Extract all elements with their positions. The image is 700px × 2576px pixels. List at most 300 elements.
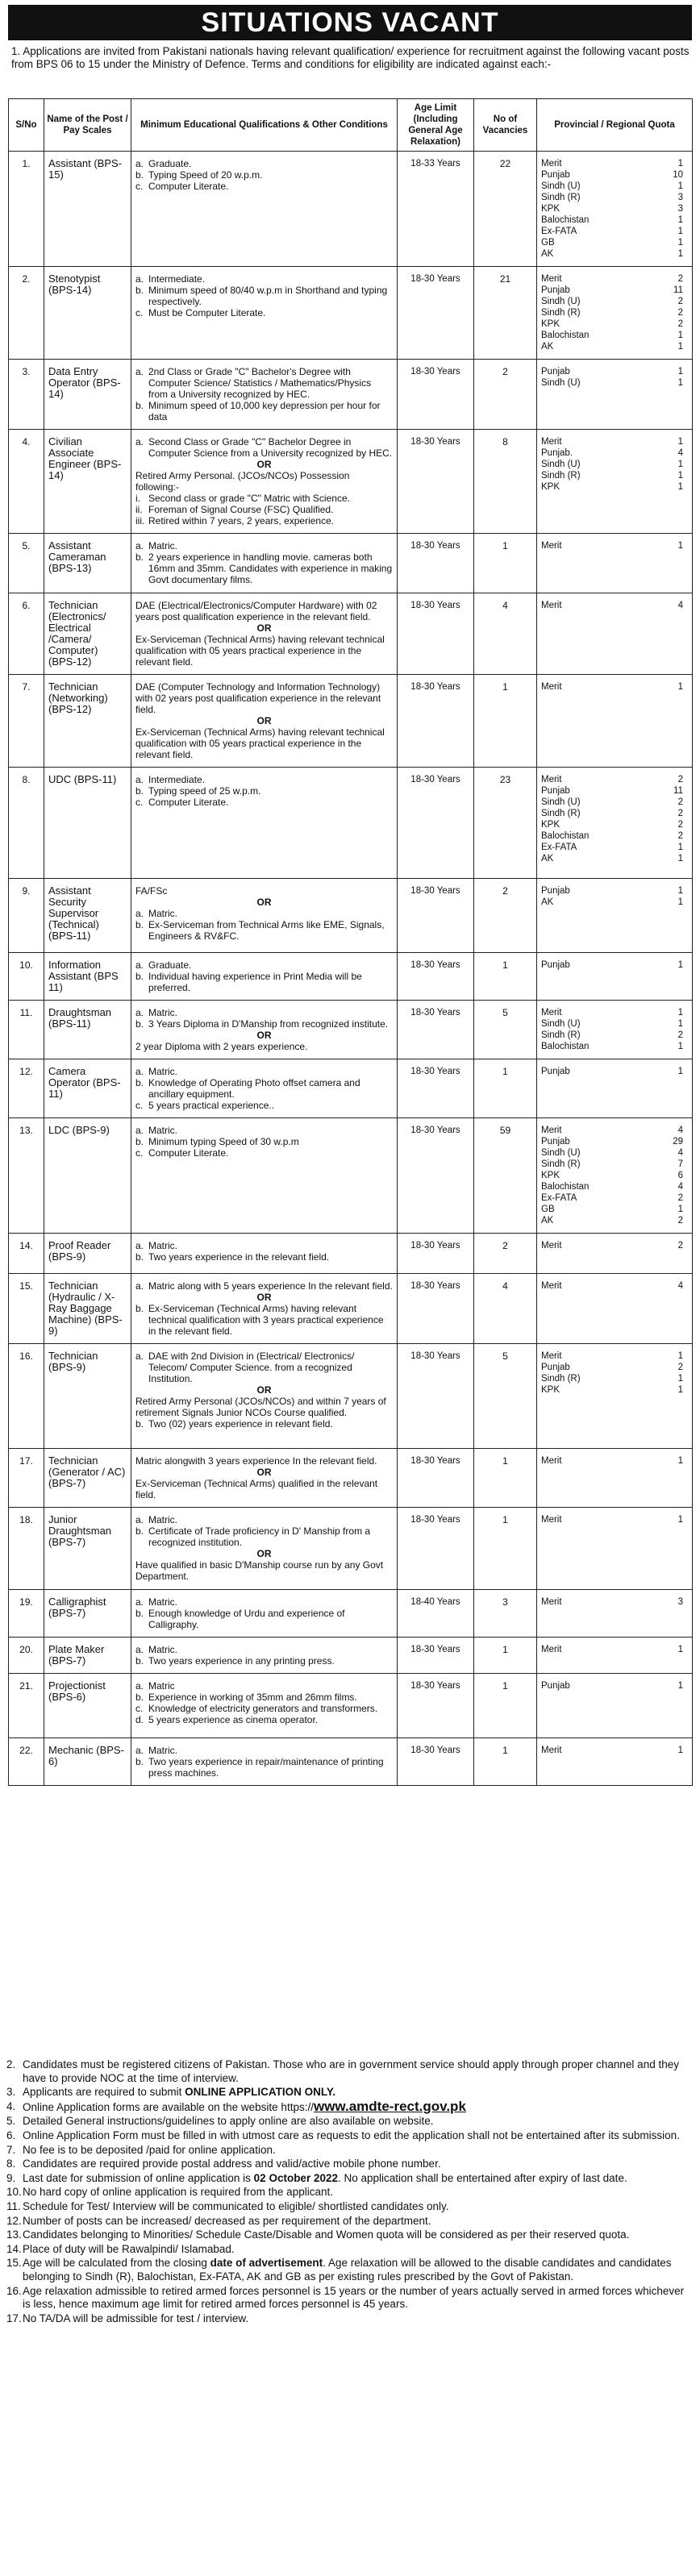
qualification-text: Foreman of Signal Course (FSC) Qualified. xyxy=(148,504,334,515)
qualification-marker: a. xyxy=(135,1745,144,1756)
quota-value: 1 xyxy=(677,437,683,447)
quota-entry xyxy=(541,842,688,853)
quota-cell xyxy=(537,768,693,879)
quota-entry xyxy=(541,1455,688,1467)
vacancy-count: 4 xyxy=(474,593,537,675)
qualification-marker: b. xyxy=(135,285,144,296)
qualification-text: Ex-Serviceman from Technical Arms like EME, Signals, Engineers & RV&FC. xyxy=(148,919,385,942)
quota-entry xyxy=(541,808,688,819)
qualification-cell xyxy=(131,430,398,534)
qualification-item xyxy=(135,785,393,797)
table-row xyxy=(9,675,693,768)
age-limit: 18-30 Years xyxy=(398,1059,474,1118)
qualification-item xyxy=(135,540,393,551)
quota-cell xyxy=(537,1638,693,1674)
quota-cell xyxy=(537,1590,693,1638)
note-text: Online Application forms are available on the website https://www.amdte-rect.gov.pk xyxy=(23,2098,466,2114)
qualification-text: Matric xyxy=(148,1680,175,1692)
qualification-item xyxy=(135,797,393,808)
qualification-text: Matric. xyxy=(148,1066,177,1077)
qualification-marker: d. xyxy=(135,1714,144,1725)
quota-value: 1 xyxy=(677,854,683,864)
quota-cell xyxy=(537,1344,693,1449)
quota-entry xyxy=(541,1147,688,1159)
vacancy-count: 2 xyxy=(474,1234,537,1274)
note-number: 17. xyxy=(6,2312,22,2324)
quota-region: AK xyxy=(541,897,554,907)
quota-value: 1 xyxy=(677,238,683,248)
note-text: No fee is to be deposited /paid for online application. xyxy=(23,2143,276,2156)
qualification-text: Intermediate. xyxy=(148,273,206,285)
quota-entry xyxy=(541,436,688,447)
qualification-text: Certificate of Trade proficiency in D' Manship from a recognized institution. xyxy=(148,1525,371,1548)
vacancy-count: 1 xyxy=(474,1449,537,1508)
qualification-item xyxy=(135,1514,393,1525)
qualification-marker: b. xyxy=(135,919,144,930)
quota-value: 4 xyxy=(677,601,683,610)
quota-region: Merit xyxy=(541,775,562,784)
vacancy-count: 2 xyxy=(474,879,537,953)
quota-region: Punjab xyxy=(541,1067,570,1076)
note-item xyxy=(6,2158,694,2171)
post-name: Proof Reader (BPS-9) xyxy=(44,1234,131,1274)
note-text: Online Application Form must be filled in with utmost care as requests to edit the application shall not be entertained after its submission. xyxy=(23,2129,680,2141)
quota-value: 4 xyxy=(677,1126,683,1135)
qualification-text: Second Class or Grade "C" Bachelor Degree in Computer Science from a University recognized by HEC. xyxy=(148,436,393,459)
vacancy-count: 1 xyxy=(474,1738,537,1786)
quota-value: 2 xyxy=(677,308,683,318)
quota-region: AK xyxy=(541,342,554,352)
quota-entry xyxy=(541,785,688,797)
qualification-marker: a. xyxy=(135,1066,144,1077)
quota-region: Sindh (R) xyxy=(541,1374,581,1384)
vacancy-count: 1 xyxy=(474,1059,537,1118)
qualification-cell xyxy=(131,267,398,360)
quota-region: Balochistan xyxy=(541,831,590,841)
age-limit: 18-30 Years xyxy=(398,675,474,768)
qualification-text: Ex-Serviceman (Technical Arms) qualified in the relevant field. xyxy=(135,1478,378,1500)
qualification-marker: b. xyxy=(135,1077,144,1088)
table-header-row xyxy=(9,99,693,152)
quota-entry xyxy=(541,318,688,330)
note-number: 9. xyxy=(6,2171,16,2184)
age-limit: 18-30 Years xyxy=(398,267,474,360)
table-row xyxy=(9,430,693,534)
qualification-item xyxy=(135,1251,393,1263)
quota-value: 1 xyxy=(677,1515,683,1525)
post-name: Plate Maker (BPS-7) xyxy=(44,1638,131,1674)
qualification-text: Knowledge of Operating Photo offset camera and ancillary equipment. xyxy=(148,1077,360,1100)
note-item xyxy=(6,2058,694,2085)
note-number: 10. xyxy=(6,2186,22,2199)
note-number: 14. xyxy=(6,2242,22,2255)
table-row xyxy=(9,1118,693,1234)
qualification-text: Retired within 7 years, 2 years, experience. xyxy=(148,515,335,526)
quota-region: Merit xyxy=(541,1126,562,1135)
age-limit: 18-30 Years xyxy=(398,953,474,1001)
qualification-marker: c. xyxy=(135,1100,144,1111)
quota-cell xyxy=(537,1674,693,1738)
header-post: Name of the Post / Pay Scales xyxy=(44,99,131,152)
quota-region: KPK xyxy=(541,204,560,214)
or-separator: OR xyxy=(256,1467,272,1478)
vacancy-count: 1 xyxy=(474,1674,537,1738)
quota-entry xyxy=(541,377,688,389)
quota-value: 3 xyxy=(677,193,683,202)
quota-region: Sindh (R) xyxy=(541,809,581,818)
row-number: 2. xyxy=(9,267,44,360)
quota-value: 2 xyxy=(677,1193,683,1203)
qualification-text: Matric alongwith 3 years experience In the relevant field. xyxy=(135,1455,377,1467)
qualification-cell xyxy=(131,1059,398,1118)
quota-entry xyxy=(541,853,688,864)
qualification-marker: b. xyxy=(135,400,144,411)
age-limit: 18-30 Years xyxy=(398,1234,474,1274)
qualification-marker: b. xyxy=(135,1655,144,1667)
or-separator: OR xyxy=(256,1292,272,1303)
quota-entry xyxy=(541,1125,688,1136)
table-row xyxy=(9,1674,693,1738)
quota-value: 2 xyxy=(677,797,683,807)
age-limit: 18-33 Years xyxy=(398,152,474,267)
quota-region: KPK xyxy=(541,820,560,830)
quota-value: 4 xyxy=(677,448,683,458)
table-row xyxy=(9,534,693,593)
quota-entry xyxy=(541,774,688,785)
table-row xyxy=(9,1234,693,1274)
quota-entry xyxy=(541,897,688,908)
quota-entry xyxy=(541,1596,688,1608)
row-number: 22. xyxy=(9,1738,44,1786)
qualification-text: Experience in working of 35mm and 26mm films. xyxy=(148,1692,357,1703)
quota-region: Balochistan xyxy=(541,331,590,340)
qualification-marker: a. xyxy=(135,273,144,285)
note-number: 5. xyxy=(6,2115,16,2128)
quota-region: AK xyxy=(541,854,554,864)
advertisement-banner: SITUATIONS VACANT xyxy=(8,5,692,40)
qualification-marker: b. xyxy=(135,785,144,797)
qualification-marker: a. xyxy=(135,1240,144,1251)
vacancy-count: 1 xyxy=(474,675,537,768)
quota-entry xyxy=(541,1007,688,1018)
vacancy-count: 4 xyxy=(474,1274,537,1344)
qualification-item xyxy=(135,1100,393,1111)
quota-value: 1 xyxy=(677,471,683,481)
quota-entry xyxy=(541,1181,688,1192)
post-name: Technician (Electronics/ Electrical /Camera/ Computer) (BPS-12) xyxy=(44,593,131,675)
qualification-marker: a. xyxy=(135,1680,144,1692)
quota-region: Punjab xyxy=(541,786,570,796)
quota-entry xyxy=(541,1170,688,1181)
qualification-text: Matric. xyxy=(148,1514,177,1525)
post-name: Assistant Cameraman (BPS-13) xyxy=(44,534,131,593)
vacancy-count: 59 xyxy=(474,1118,537,1234)
row-number: 7. xyxy=(9,675,44,768)
quota-value: 1 xyxy=(677,331,683,340)
row-number: 1. xyxy=(9,152,44,267)
note-item xyxy=(6,2215,694,2229)
quota-value: 2 xyxy=(677,820,683,830)
table-row xyxy=(9,879,693,953)
note-item xyxy=(6,2312,694,2326)
quota-value: 1 xyxy=(677,227,683,236)
qualification-text: Minimum speed of 80/40 w.p.m in Shorthand and typing respectively. xyxy=(148,285,388,307)
quota-cell xyxy=(537,953,693,1001)
post-name: Projectionist (BPS-6) xyxy=(44,1674,131,1738)
quota-region: Sindh (U) xyxy=(541,181,581,191)
quota-value: 7 xyxy=(677,1159,683,1169)
quota-region: Ex-FATA xyxy=(541,1193,577,1203)
qualification-marker: a. xyxy=(135,959,144,971)
note-item xyxy=(6,2200,694,2214)
qualification-item xyxy=(135,1018,393,1030)
vacancy-count: 1 xyxy=(474,1638,537,1674)
qualification-cell xyxy=(131,953,398,1001)
quota-cell xyxy=(537,675,693,768)
quota-entry xyxy=(541,341,688,352)
qualification-marker: c. xyxy=(135,181,144,192)
post-name: Calligraphist (BPS-7) xyxy=(44,1590,131,1638)
table-row xyxy=(9,1344,693,1449)
quota-entry xyxy=(541,1159,688,1170)
qualification-text: DAE (Computer Technology and Information Technology) with 02 years post qualification experience in the relevant field. xyxy=(135,681,381,715)
qualification-item xyxy=(135,1280,393,1292)
vacancy-count: 2 xyxy=(474,360,537,430)
post-name: LDC (BPS-9) xyxy=(44,1118,131,1234)
qualification-marker: a. xyxy=(135,908,144,919)
quota-value: 2 xyxy=(677,831,683,841)
age-limit: 18-30 Years xyxy=(398,1674,474,1738)
quota-value: 1 xyxy=(677,843,683,852)
quota-entry xyxy=(541,1204,688,1215)
qualification-item xyxy=(135,1680,393,1692)
quota-value: 2 xyxy=(677,319,683,329)
note-text: Applicants are required to submit ONLINE APPLICATION ONLY. xyxy=(23,2086,336,2099)
note-number: 2. xyxy=(6,2058,16,2070)
quota-entry xyxy=(541,285,688,296)
quota-region: Punjab. xyxy=(541,448,573,458)
qualification-item xyxy=(135,1125,393,1136)
note-text: Last date for submission of online application is 02 October 2022. No application shall be entertained after expiry of last date. xyxy=(23,2171,627,2184)
age-limit: 18-30 Years xyxy=(398,534,474,593)
note-number: 12. xyxy=(6,2214,22,2227)
qualification-cell xyxy=(131,768,398,879)
quota-value: 1 xyxy=(677,460,683,469)
quota-value: 11 xyxy=(673,786,683,796)
quota-value: 2 xyxy=(677,775,683,784)
vacancy-count: 23 xyxy=(474,768,537,879)
quota-value: 1 xyxy=(677,1067,683,1076)
qualification-text: Two (02) years experience in relevant field. xyxy=(148,1418,333,1429)
age-limit: 18-30 Years xyxy=(398,360,474,430)
quota-entry xyxy=(541,819,688,830)
quota-region: Merit xyxy=(541,601,562,610)
quota-region: AK xyxy=(541,249,554,259)
quota-region: Sindh (R) xyxy=(541,471,581,481)
qualification-cell xyxy=(131,675,398,768)
quota-region: Sindh (U) xyxy=(541,1148,581,1158)
quota-region: Sindh (R) xyxy=(541,1030,581,1040)
header-qualification: Minimum Educational Qualifications & Other Conditions xyxy=(131,99,398,152)
quota-entry xyxy=(541,181,688,192)
note-text: Age relaxation admissible to retired armed forces personnel is 15 years or the number of years actually served in armed forces whichever is less, hence maximum age limit for retired armed forces personnel is 45 years. xyxy=(23,2284,685,2311)
qualification-item xyxy=(135,285,393,307)
note-item xyxy=(6,2186,694,2199)
website-link[interactable]: www.amdte-rect.gov.pk xyxy=(313,2098,466,2114)
quota-value: 10 xyxy=(673,170,683,180)
quota-region: KPK xyxy=(541,482,560,492)
table-row xyxy=(9,1590,693,1638)
age-limit: 18-30 Years xyxy=(398,768,474,879)
quota-entry xyxy=(541,797,688,808)
vacancy-count: 3 xyxy=(474,1590,537,1638)
quota-entry xyxy=(541,447,688,459)
qualification-item xyxy=(135,1692,393,1703)
quota-entry xyxy=(541,1384,688,1396)
quota-entry xyxy=(541,169,688,181)
quota-entry xyxy=(541,1192,688,1204)
post-name: Data Entry Operator (BPS-14) xyxy=(44,360,131,430)
quota-entry xyxy=(541,203,688,214)
quota-value: 1 xyxy=(677,1385,683,1395)
row-number: 21. xyxy=(9,1674,44,1738)
quota-value: 1 xyxy=(677,1456,683,1466)
quota-value: 2 xyxy=(677,1030,683,1040)
qualification-item xyxy=(135,1703,393,1714)
age-limit: 18-30 Years xyxy=(398,593,474,675)
table-row xyxy=(9,1738,693,1786)
qualification-text: Computer Literate. xyxy=(148,1147,229,1159)
qualification-item xyxy=(135,504,393,515)
table-row xyxy=(9,267,693,360)
quota-value: 1 xyxy=(677,897,683,907)
age-limit: 18-30 Years xyxy=(398,1001,474,1059)
vacancy-count: 1 xyxy=(474,534,537,593)
table-row xyxy=(9,953,693,1001)
qualification-marker: b. xyxy=(135,1303,144,1314)
quota-value: 1 xyxy=(677,1042,683,1051)
quota-entry xyxy=(541,273,688,285)
note-item xyxy=(6,2100,694,2115)
quota-value: 1 xyxy=(677,378,683,388)
table-row xyxy=(9,152,693,267)
quota-region: Punjab xyxy=(541,960,570,970)
post-name: UDC (BPS-11) xyxy=(44,768,131,879)
qualification-text: Two years experience in any printing press. xyxy=(148,1655,335,1667)
quota-region: Sindh (U) xyxy=(541,1019,581,1029)
row-number: 14. xyxy=(9,1234,44,1274)
row-number: 18. xyxy=(9,1508,44,1590)
qualification-text: Knowledge of electricity generators and transformers. xyxy=(148,1703,378,1714)
qualification-text: Second class or grade "C" Matric with Science. xyxy=(148,493,350,504)
qualification-item xyxy=(135,959,393,971)
qualification-marker: a. xyxy=(135,1596,144,1608)
quota-region: Merit xyxy=(541,1008,562,1017)
quota-value: 1 xyxy=(677,1681,683,1691)
vacancy-count: 8 xyxy=(474,430,537,534)
quota-entry xyxy=(541,1215,688,1226)
quota-value: 1 xyxy=(677,367,683,377)
qualification-item xyxy=(135,1745,393,1756)
notes-list xyxy=(6,2058,694,2326)
row-number: 8. xyxy=(9,768,44,879)
quota-entry xyxy=(541,1018,688,1030)
qualification-marker: a. xyxy=(135,1280,144,1292)
note-number: 3. xyxy=(6,2086,16,2099)
quota-cell xyxy=(537,1234,693,1274)
note-emphasis: date of advertisement xyxy=(210,2257,323,2270)
age-limit: 18-30 Years xyxy=(398,1508,474,1590)
qualification-item xyxy=(135,400,393,422)
quota-cell xyxy=(537,1059,693,1118)
vacancy-count: 5 xyxy=(474,1344,537,1449)
quota-value: 1 xyxy=(677,482,683,492)
qualification-text: Matric. xyxy=(148,908,177,919)
qualification-text: Minimum speed of 10,000 key depression per hour for data xyxy=(148,400,381,422)
quota-entry xyxy=(541,959,688,971)
quota-region: Sindh (R) xyxy=(541,193,581,202)
note-item xyxy=(6,2086,694,2100)
qualification-text: Matric. xyxy=(148,1125,177,1136)
qualification-marker: b. xyxy=(135,1136,144,1147)
note-number: 16. xyxy=(6,2284,22,2297)
note-text: Candidates are required provide postal address and valid/active mobile phone number. xyxy=(23,2158,441,2170)
qualification-text: FA/FSc xyxy=(135,885,168,897)
row-number: 17. xyxy=(9,1449,44,1508)
qualification-marker: c. xyxy=(135,307,144,318)
quota-value: 4 xyxy=(677,1148,683,1158)
qualification-text: Matric. xyxy=(148,1240,177,1251)
quota-value: 2 xyxy=(677,1363,683,1372)
age-limit: 18-30 Years xyxy=(398,1118,474,1234)
qualification-cell xyxy=(131,360,398,430)
note-text: Place of duty will be Rawalpindi/ Islamabad. xyxy=(23,2242,235,2255)
quota-cell xyxy=(537,1118,693,1234)
quota-cell xyxy=(537,1449,693,1508)
quota-region: Sindh (U) xyxy=(541,797,581,807)
post-name: Assistant Security Supervisor (Technical) (BPS-11) xyxy=(44,879,131,953)
quota-value: 11 xyxy=(673,285,683,295)
or-separator: OR xyxy=(256,1030,272,1041)
quota-entry xyxy=(541,1280,688,1292)
note-text: No TA/DA will be admissible for test / interview. xyxy=(23,2312,249,2324)
quota-entry xyxy=(541,1030,688,1041)
quota-value: 1 xyxy=(677,181,683,191)
qualification-text: DAE with 2nd Division in (Electrical/ Electronics/ Telecom/ Computer Science. from a recognized Institution. xyxy=(148,1350,355,1384)
quota-entry xyxy=(541,1136,688,1147)
quota-region: KPK xyxy=(541,319,560,329)
qualification-text: Must be Computer Literate. xyxy=(148,307,266,318)
quota-entry xyxy=(541,481,688,493)
quota-region: Merit xyxy=(541,1456,562,1466)
qualification-item xyxy=(135,1066,393,1077)
row-number: 4. xyxy=(9,430,44,534)
row-number: 6. xyxy=(9,593,44,675)
qualification-marker: a. xyxy=(135,1125,144,1136)
qualification-cell xyxy=(131,1738,398,1786)
quota-entry xyxy=(541,307,688,318)
qualification-item xyxy=(135,436,393,459)
quota-value: 1 xyxy=(677,960,683,970)
qualification-text: Ex-Serviceman (Technical Arms) having relevant technical qualification with 05 years practical experience in the relevant field. xyxy=(135,634,385,668)
qualification-text: Have qualified in basic D'Manship course run by any Govt Department. xyxy=(135,1559,384,1582)
row-number: 20. xyxy=(9,1638,44,1674)
qualification-text: Retired Army Personal (JCOs/NCOs) and within 7 years of retirement Signals Junior NCOs Course qualified. xyxy=(135,1396,386,1418)
qualification-text: Retired Army Personal. (JCOs/NCOs) Possession following:- xyxy=(135,470,350,493)
qualification-item xyxy=(135,1756,393,1779)
quota-entry xyxy=(541,1745,688,1756)
quota-entry xyxy=(541,600,688,611)
